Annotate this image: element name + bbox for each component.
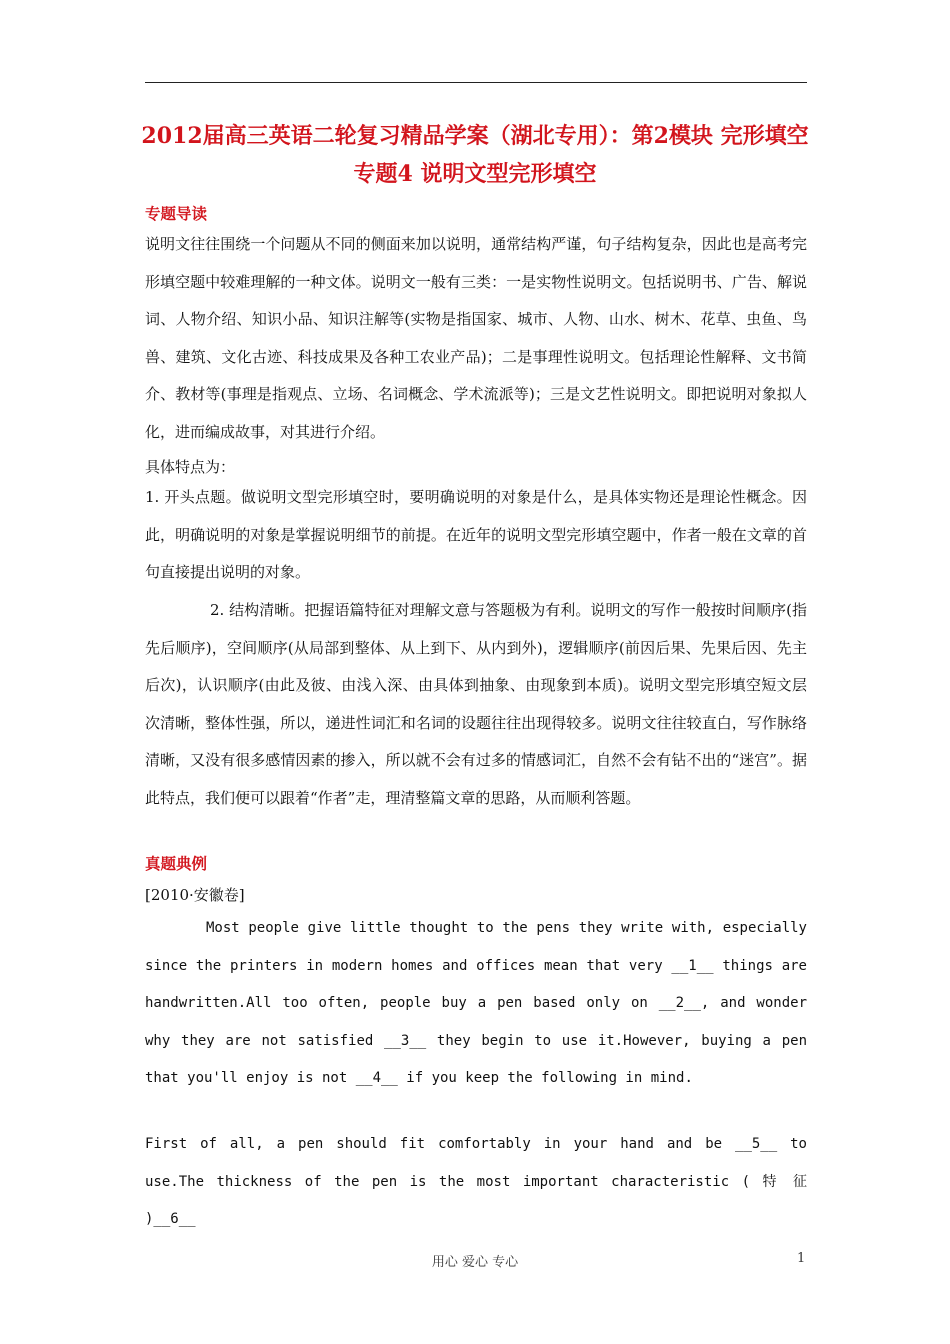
feature-point-2: 2. 结构清晰。把握语篇特征对理解文意与答题极为有利。说明文的写作一般按时间顺序(指先后顺序)，空间顺序(从局部到整体、从上到下、从内到外)，逻辑顺序(前因后果、先果后因、先主后次)，认识顺序(由此及彼、由浅入深、由具体到抽象、由现象到本质)。说明文型完形填空短文层次清晰，整体性强，所以，递进性词汇和名词的设题往往出现得较多。说明文往往较直白，写作脉络清晰，又没有很多感情因素的掺入，所以就不会有过多的情感词汇，自然不会有钻不出的“迷宫”。据此特点，我们便可以跟着“作者”走，理清整篇文章的思路，从而顺利答题。 xyxy=(145,601,807,807)
page-footer: 用心 爱心 专心 xyxy=(431,1255,519,1270)
features-label: 具体特点为： xyxy=(145,458,236,476)
feature-point-1: 1. 开头点题。做说明文型完形填空时，要明确说明的对象是什么，是具体实物还是理论性概念。因此，明确说明的对象是掌握说明细节的前提。在近年的说明文型完形填空题中，作者一般在文章的首句直接提出说明的对象。 xyxy=(145,488,807,581)
section-heading-guide: 专题导读 xyxy=(145,204,208,223)
header-rule xyxy=(145,82,807,83)
intro-paragraph: 说明文往往围绕一个问题从不同的侧面来加以说明，通常结构严谨，句子结构复杂，因此也是高考完形填空题中较难理解的一种文体。说明文一般有三类：一是实物性说明文。包括说明书、广告、解说词、人物介绍、知识小品、知识注解等(实物是指国家、城市、人物、山水、树木、花草、虫鱼、鸟兽、建筑、文化古迹、科技成果及各种工农业产品)；二是事理性说明文。包括理论性解释、文书简介、教材等(事理是指观点、立场、名词概念、学术流派等)；三是文艺性说明文。即把说明对象拟人化，进而编成故事，对其进行介绍。 xyxy=(145,235,807,441)
passage-paragraph-2: First of all, a pen should fit comfortably in your hand and be __5__ to use.The thickness of the pen is the most important characteristic ( 特 征 )__6__ xyxy=(145,1136,807,1227)
document-subtitle: 专题4 说明文型完形填空 xyxy=(353,161,597,187)
passage-paragraph-1: Most people give little thought to the pens they write with, especially since the printers in modern homes and offices mean that very __1__ things are handwritten.All too often, people buy a pen based only on __2__, and wonder why they are not satisfied __3__ they begin to use it.However, buying a pen that you'll enjoy is not __4__ if you keep the following in mind. xyxy=(145,920,807,1086)
source-label: [2010·安徽卷] xyxy=(145,886,245,904)
page-number: 1 xyxy=(797,1251,806,1266)
document-title: 2012届高三英语二轮复习精品学案（湖北专用）：第2模块 完形填空 xyxy=(141,123,809,149)
section-heading-examples: 真题典例 xyxy=(145,854,208,873)
